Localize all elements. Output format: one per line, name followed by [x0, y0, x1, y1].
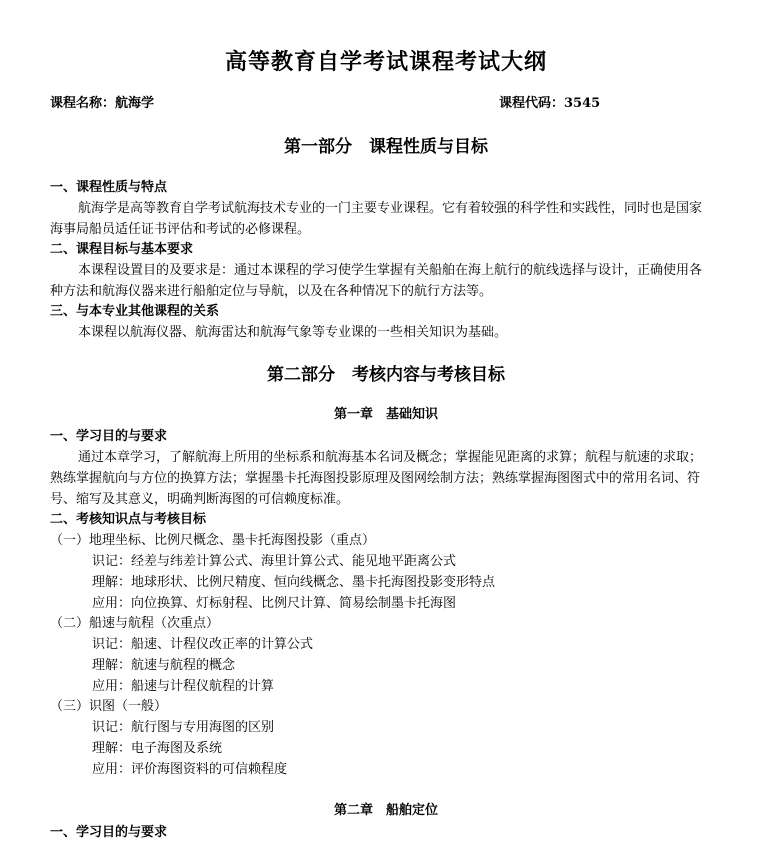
part1-section2-heading: 二、课程目标与基本要求: [50, 242, 194, 257]
group2-item3: 应用：船速与计程仪航程的计算: [92, 679, 275, 694]
group1-item3: 应用：向位换算、灯标射程、比例尺计算、简易绘制墨卡托海图: [92, 596, 457, 611]
course-name: 课程名称：航海学: [50, 96, 155, 111]
group2-item2: 理解：航速与航程的概念: [92, 658, 236, 673]
group3-item2: 理解：电子海图及系统: [92, 741, 223, 756]
part1-section3-heading: 三、与本专业其他课程的关系: [50, 304, 220, 319]
part1-section2-line1: 本课程设置目的及要求是：通过本课程的学习使学生掌握有关船舶在海上航行的航线选择与设计，正确使用各: [78, 263, 703, 278]
part2-title: 第二部分 考核内容与考核目标: [267, 365, 505, 385]
part1-section3-line1: 本课程以航海仪器、航海雷达和航海气象等专业课的一些相关知识为基础。: [78, 325, 508, 340]
group3-item3: 应用：评价海图资料的可信赖程度: [92, 762, 288, 777]
part1-section1-line2: 海事局船员适任证书评估和考试的必修课程。: [50, 222, 311, 237]
chapter1-section1-heading: 一、学习目的与要求: [50, 429, 168, 444]
course-code: 课程代码：3545: [499, 96, 601, 111]
chapter2-section1-heading: 一、学习目的与要求: [50, 825, 168, 840]
document-title: 高等教育自学考试课程考试大纲: [224, 49, 547, 75]
group1-item1: 识记：经差与纬差计算公式、海里计算公式、能见地平距离公式: [92, 554, 457, 569]
chapter1-section1-line2: 熟练掌握航向与方位的换算方法；掌握墨卡托海图投影原理及图网绘制方法；熟练掌握海图图式中的常用名词、符: [50, 471, 701, 486]
group1-item2: 理解：地球形状、比例尺精度、恒向线概念、墨卡托海图投影变形特点: [92, 575, 496, 590]
part1-section1-line1: 航海学是高等教育自学考试航海技术专业的一门主要专业课程。它有着较强的科学性和实践性，同时也是国家: [78, 201, 703, 216]
group2-item1: 识记：船速、计程仪改正率的计算公式: [92, 637, 314, 652]
part1-title: 第一部分 课程性质与目标: [284, 137, 488, 157]
course-info-row: [50, 94, 750, 114]
chapter1-section1-line1: 通过本章学习，了解航海上所用的坐标系和航海基本名词及概念；掌握能见距离的求算；航程与航速的求取；: [78, 450, 703, 465]
group1-title: （一）地理坐标、比例尺概念、墨卡托海图投影（重点）: [50, 533, 376, 548]
chapter2-title: 第二章 船舶定位: [333, 803, 438, 818]
chapter1-title: 第一章 基础知识: [333, 407, 438, 422]
chapter1-section1-line3: 号、缩写及其意义，明确判断海图的可信赖度标准。: [50, 492, 350, 507]
part1-section1-heading: 一、课程性质与特点: [50, 180, 168, 195]
chapter1-section2-heading: 二、考核知识点与考核目标: [50, 512, 207, 527]
group3-item1: 识记：航行图与专用海图的区别: [92, 720, 275, 735]
group2-title: （二）船速与航程（次重点）: [50, 616, 220, 631]
part1-section2-line2: 种方法和航海仪器来进行船舶定位与导航，以及在各种情况下的航行方法等。: [50, 284, 493, 299]
group3-title: （三）识图（一般）: [50, 699, 168, 714]
